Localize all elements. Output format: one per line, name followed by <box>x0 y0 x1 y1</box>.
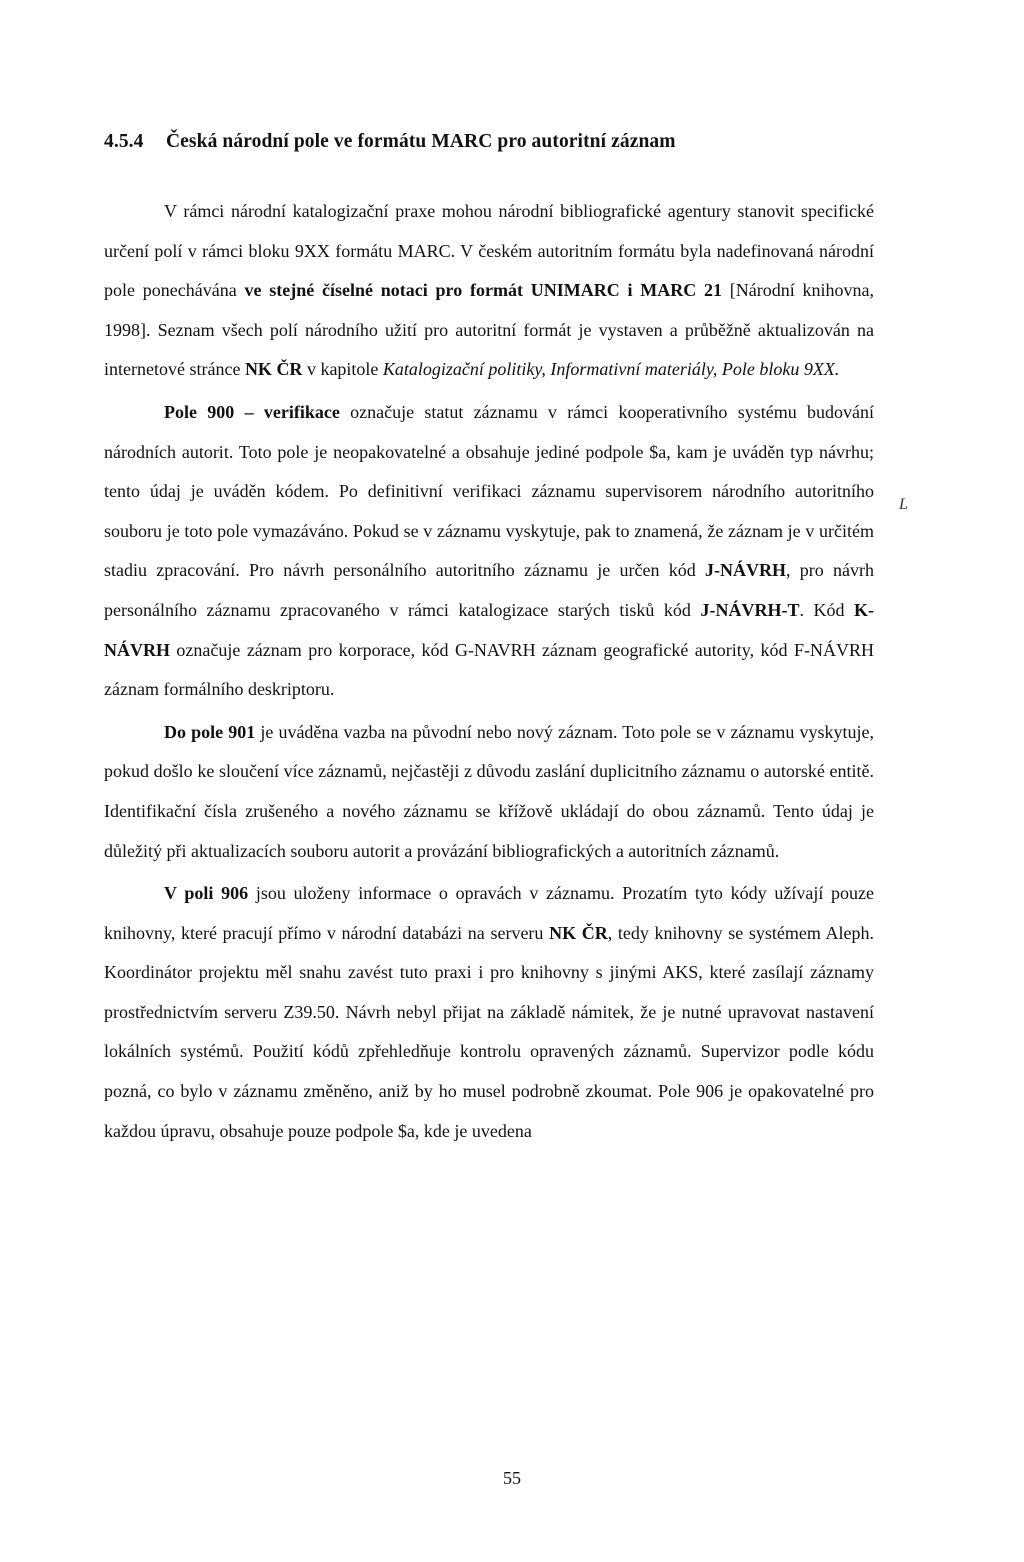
body-text <box>104 192 874 1151</box>
text-run: v kapitole <box>302 359 383 380</box>
bold-text: Pole 900 – verifikace <box>164 401 340 422</box>
italic-text: Katalogizační politiky, Informativní materiály, Pole bloku 9XX. <box>382 359 840 380</box>
paragraph <box>104 393 874 710</box>
text-run: označuje záznam pro korporace, kód G-NAVRH záznam geografické autority, kód F-NÁVRH záznam formálního deskriptoru. <box>104 639 874 700</box>
bold-text: Do pole 901 <box>164 721 256 742</box>
paragraph <box>104 713 874 871</box>
bold-text: K-NÁVRH <box>104 599 875 660</box>
text-run: označuje statut záznamu v rámci kooperativního systému budování národních autorit. Toto pole je neopakovatelné a obsahuje jediné podpole $a, kam je uváděn typ návrhu; tento údaj je uváděn kódem. Po definitivní verifikaci záznamu supervisorem národního autoritního souboru je toto pole vymazáváno. Pokud se v záznamu vyskytuje, pak to znamená, že záznam je v určitém stadiu zpracování. Pro návrh personálního autoritního záznamu je určen kód <box>104 401 875 581</box>
text-run: , pro návrh personálního záznamu zpracovaného v rámci katalogizace starých tisků kód <box>104 560 874 620</box>
text-run: je uváděna vazba na původní nebo nový záznam. Toto pole se v záznamu vyskytuje, pokud došlo ke sloučení více záznamů, nejčastěji z důvodu zaslání duplicitního záznamu o autorské entitě. Identifikační čísla zrušeného a nového záznamu se křížově ukládají do obou záznamů. Tento údaj je důležitý při aktualizacích souboru autorit a provázání bibliografických a autoritních záznamů. <box>104 721 875 861</box>
text-run: . Kód <box>799 599 855 620</box>
section-number: 4.5.4 <box>104 131 144 152</box>
text-run: V rámci národní katalogizační praxe mohou národní bibliografické agentury stanovit specifické určení polí v rámci bloku 9XX formátu MARC. V českém autoritním formátu byla nadefinovaná národní pole ponechávána <box>104 201 874 301</box>
bold-text: ve stejné číselné notaci pro formát UNIMARC i MARC 21 <box>244 280 722 301</box>
bold-text: J-NÁVRH <box>704 560 786 581</box>
paragraph <box>104 874 874 1151</box>
margin-mark: L <box>899 496 908 513</box>
bold-text: NK ČR <box>244 359 303 380</box>
section-heading <box>104 131 676 153</box>
text-run: [Národní knihovna, 1998]. Seznam všech polí národního užití pro autoritní formát je vystaven a průběžně aktualizován na internetové stránce <box>104 280 875 380</box>
page-number: 55 <box>503 1468 521 1488</box>
bold-text: NK ČR <box>549 922 608 943</box>
text-run: , tedy knihovny se systémem Aleph. Koordinátor projektu měl snahu zavést tuto praxi i pro knihovny s jinými AKS, které zasílají záznamy prostřednictvím serveru Z39.50. Návrh nebyl přijat na základě námitek, že je nutné upravovat nastavení lokálních systémů. Použití kódů zpřehledňuje kontrolu opravených záznamů. Supervizor podle kódu pozná, co bylo v záznamu změněno, aniž by ho musel podrobně zkoumat. Pole 906 je opakovatelné pro každou úpravu, obsahuje pouze podpole $a, kde je uvedena <box>104 922 874 1141</box>
paragraph <box>104 192 874 390</box>
section-title: Česká národní pole ve formátu MARC pro autoritní záznam <box>166 131 676 152</box>
bold-text: J-NÁVRH-T <box>700 599 800 620</box>
text-run: jsou uloženy informace o opravách v záznamu. Prozatím tyto kódy užívají pouze knihovny, které pracují přímo v národní databázi na serveru <box>104 883 875 943</box>
bold-text: V poli 906 <box>164 883 249 904</box>
